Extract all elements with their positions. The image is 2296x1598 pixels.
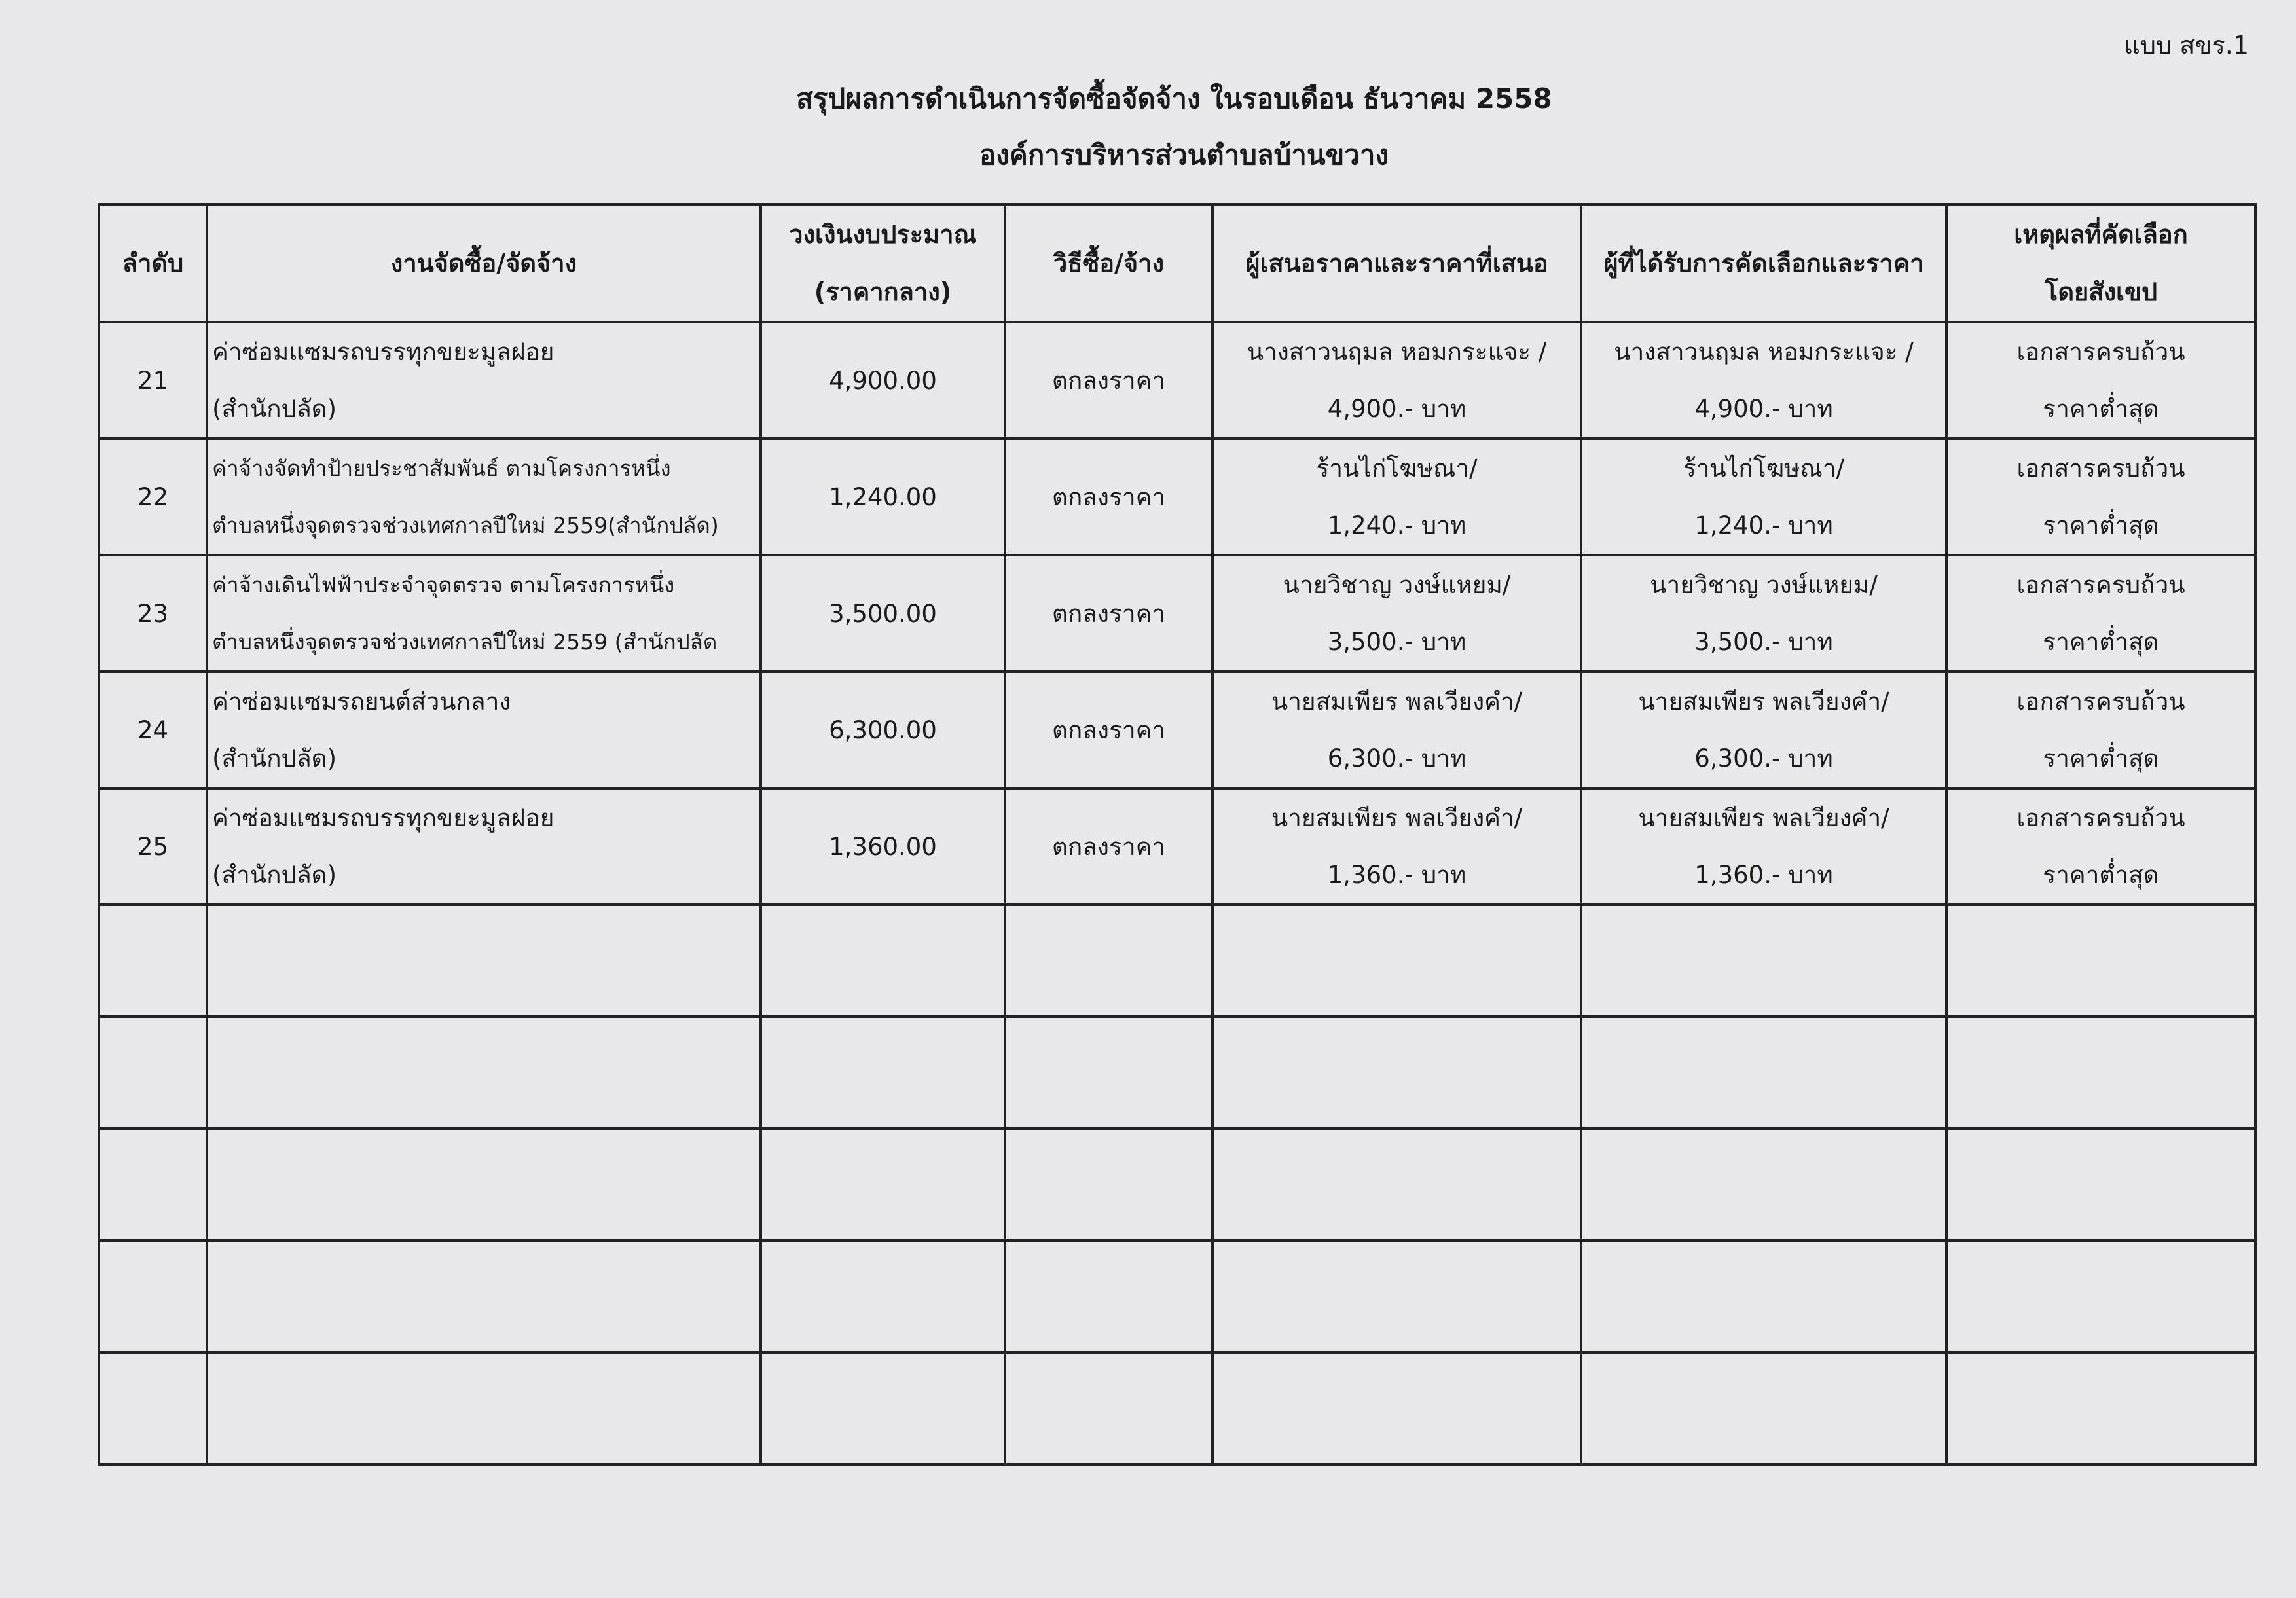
header-item: งานจัดซื้อ/จัดจ้าง: [207, 204, 761, 322]
bidder-name: นางสาวนฤมล หอมกระแจะ /: [1247, 338, 1547, 366]
cell-reason: [1946, 788, 2255, 905]
cell-bidder: [1212, 439, 1581, 555]
header-reason-line2: โดยสังเขป: [2044, 278, 2158, 306]
header-budget-line2: (ราคากลาง): [814, 278, 952, 306]
cell-reason: [1946, 555, 2255, 672]
item-line1: ค่าจ้างเดินไฟฟ้าประจำจุดตรวจ ตามโครงการหนึ่ง: [212, 572, 675, 598]
item-line2: (สำนักปลัด): [212, 861, 337, 889]
empty-cell: [1005, 1353, 1212, 1464]
item-line2: ตำบลหนึ่งจุดตรวจช่วงเทศกาลปีใหม่ 2559(สำนักปลัด): [212, 513, 719, 538]
empty-cell: [1005, 1129, 1212, 1241]
empty-cell: [1212, 1353, 1581, 1464]
cell-bidder: [1212, 672, 1581, 788]
empty-cell: [761, 1129, 1005, 1241]
row-no: 25: [137, 832, 169, 861]
cell-reason: [1946, 322, 2255, 439]
cell-bidder: [1212, 555, 1581, 672]
empty-cell: [1946, 1241, 2255, 1353]
empty-cell: [99, 1353, 207, 1464]
empty-cell: [761, 1241, 1005, 1353]
method-value: ตกลงราคา: [1051, 482, 1166, 511]
empty-table-row: [99, 1353, 2255, 1464]
table-body: [99, 322, 2255, 1464]
item-line1: ค่าซ่อมแซมรถบรรทุกขยะมูลฝอย: [212, 804, 555, 832]
cell-winner: [1581, 788, 1946, 905]
header-reason-line1: เหตุผลที่คัดเลือก: [2014, 220, 2188, 249]
cell-budget: [761, 555, 1005, 672]
form-code: แบบ สขร.1: [2124, 31, 2249, 60]
row-no: 21: [137, 366, 169, 395]
empty-cell: [761, 905, 1005, 1017]
bidder-name: นายสมเพียร พลเวียงคำ/: [1271, 687, 1523, 716]
cell-method: [1005, 672, 1212, 788]
winner-name: นายสมเพียร พลเวียงคำ/: [1638, 687, 1889, 716]
header-winner: ผู้ที่ได้รับการคัดเลือกและราคา: [1581, 204, 1946, 322]
cell-method: [1005, 788, 1212, 905]
cell-no: [99, 439, 207, 555]
budget-value: 1,240.00: [829, 482, 937, 511]
header-budget-line1: วงเงินงบประมาณ: [789, 220, 977, 249]
reason-line1: เอกสารครบถ้วน: [2016, 687, 2185, 716]
winner-name: นายสมเพียร พลเวียงคำ/: [1638, 804, 1889, 832]
winner-price: 1,360.- บาท: [1694, 861, 1833, 889]
empty-table-row: [99, 1241, 2255, 1353]
cell-item: [207, 788, 761, 905]
empty-cell: [99, 905, 207, 1017]
item-line2: (สำนักปลัด): [212, 744, 337, 772]
method-value: ตกลงราคา: [1051, 832, 1166, 861]
cell-item: [207, 555, 761, 672]
budget-value: 4,900.00: [829, 366, 937, 395]
document-title: สรุปผลการดำเนินการจัดซื้อจัดจ้าง ในรอบเดือน ธันวาคม 2558: [796, 82, 1552, 115]
header-reason: [1946, 204, 2255, 322]
cell-no: [99, 322, 207, 439]
header-method: วิธีซื้อ/จ้าง: [1005, 204, 1212, 322]
cell-method: [1005, 322, 1212, 439]
reason-line2: ราคาต่ำสุด: [2043, 395, 2159, 423]
empty-cell: [99, 1017, 207, 1129]
empty-cell: [207, 1129, 761, 1241]
table-row: [99, 555, 2255, 672]
winner-price: 4,900.- บาท: [1694, 395, 1833, 423]
empty-cell: [1005, 1241, 1212, 1353]
empty-cell: [99, 1129, 207, 1241]
table-row: [99, 788, 2255, 905]
item-line2: ตำบลหนึ่งจุดตรวจช่วงเทศกาลปีใหม่ 2559 (สำนักปลัด: [212, 629, 718, 655]
empty-cell: [761, 1353, 1005, 1464]
cell-no: [99, 788, 207, 905]
reason-line2: ราคาต่ำสุด: [2043, 861, 2159, 889]
bidder-price: 3,500.- บาท: [1327, 628, 1467, 656]
method-value: ตกลงราคา: [1051, 716, 1166, 744]
winner-price: 6,300.- บาท: [1694, 744, 1833, 772]
bidder-name: นายสมเพียร พลเวียงคำ/: [1271, 804, 1523, 832]
empty-cell: [1212, 1017, 1581, 1129]
empty-cell: [1581, 905, 1946, 1017]
empty-cell: [99, 1241, 207, 1353]
empty-cell: [1212, 905, 1581, 1017]
empty-cell: [1581, 1241, 1946, 1353]
empty-cell: [1946, 1017, 2255, 1129]
budget-value: 3,500.00: [829, 599, 937, 628]
empty-table-row: [99, 1017, 2255, 1129]
reason-line1: เอกสารครบถ้วน: [2016, 804, 2185, 832]
bidder-price: 1,240.- บาท: [1327, 511, 1467, 539]
empty-table-row: [99, 1129, 2255, 1241]
item-line1: ค่าจ้างจัดทำป้ายประชาสัมพันธ์ ตามโครงการหนึ่ง: [212, 456, 671, 481]
cell-budget: [761, 788, 1005, 905]
empty-cell: [1005, 905, 1212, 1017]
bidder-price: 6,300.- บาท: [1327, 744, 1467, 772]
cell-item: [207, 672, 761, 788]
budget-value: 6,300.00: [829, 716, 937, 744]
empty-cell: [207, 1017, 761, 1129]
winner-name: นางสาวนฤมล หอมกระแจะ /: [1614, 338, 1914, 366]
organization-name: องค์การบริหารส่วนตำบลบ้านขวาง: [979, 139, 1389, 171]
empty-cell: [207, 1353, 761, 1464]
cell-method: [1005, 439, 1212, 555]
cell-item: [207, 322, 761, 439]
header-bidders: ผู้เสนอราคาและราคาที่เสนอ: [1212, 204, 1581, 322]
bidder-price: 1,360.- บาท: [1327, 861, 1467, 889]
bidder-name: ร้านไก่โฆษณา/: [1316, 454, 1478, 482]
empty-cell: [1946, 905, 2255, 1017]
empty-cell: [761, 1017, 1005, 1129]
table-header-row: [99, 204, 2255, 322]
table-row: [99, 439, 2255, 555]
item-line1: ค่าซ่อมแซมรถบรรทุกขยะมูลฝอย: [212, 338, 555, 366]
reason-line1: เอกสารครบถ้วน: [2016, 454, 2185, 482]
method-value: ตกลงราคา: [1051, 366, 1166, 395]
bidder-price: 4,900.- บาท: [1327, 395, 1467, 423]
cell-no: [99, 672, 207, 788]
cell-reason: [1946, 439, 2255, 555]
reason-line2: ราคาต่ำสุด: [2043, 744, 2159, 772]
cell-no: [99, 555, 207, 672]
empty-cell: [1581, 1017, 1946, 1129]
cell-method: [1005, 555, 1212, 672]
empty-cell: [1581, 1353, 1946, 1464]
winner-price: 3,500.- บาท: [1694, 628, 1833, 656]
cell-budget: [761, 322, 1005, 439]
empty-cell: [1212, 1241, 1581, 1353]
cell-bidder: [1212, 322, 1581, 439]
winner-price: 1,240.- บาท: [1694, 511, 1833, 539]
reason-line2: ราคาต่ำสุด: [2043, 511, 2159, 539]
cell-item: [207, 439, 761, 555]
item-line1: ค่าซ่อมแซมรถยนต์ส่วนกลาง: [212, 687, 511, 716]
empty-cell: [1946, 1129, 2255, 1241]
header-budget: [761, 204, 1005, 322]
reason-line2: ราคาต่ำสุด: [2043, 628, 2159, 656]
empty-cell: [1005, 1017, 1212, 1129]
empty-cell: [1581, 1129, 1946, 1241]
empty-cell: [207, 905, 761, 1017]
row-no: 22: [137, 482, 169, 511]
cell-winner: [1581, 439, 1946, 555]
cell-budget: [761, 439, 1005, 555]
procurement-table: [98, 203, 2257, 1466]
empty-cell: [1946, 1353, 2255, 1464]
reason-line1: เอกสารครบถ้วน: [2016, 338, 2185, 366]
cell-reason: [1946, 672, 2255, 788]
empty-cell: [207, 1241, 761, 1353]
empty-table-row: [99, 905, 2255, 1017]
cell-bidder: [1212, 788, 1581, 905]
row-no: 24: [137, 716, 169, 744]
cell-winner: [1581, 555, 1946, 672]
table-row: [99, 672, 2255, 788]
empty-cell: [1212, 1129, 1581, 1241]
table-row: [99, 322, 2255, 439]
cell-winner: [1581, 322, 1946, 439]
item-line2: (สำนักปลัด): [212, 395, 337, 423]
budget-value: 1,360.00: [829, 832, 937, 861]
reason-line1: เอกสารครบถ้วน: [2016, 571, 2185, 599]
winner-name: นายวิชาญ วงษ์แหยม/: [1650, 571, 1878, 599]
row-no: 23: [137, 599, 169, 628]
cell-winner: [1581, 672, 1946, 788]
method-value: ตกลงราคา: [1051, 599, 1166, 628]
header-no: ลำดับ: [99, 204, 207, 322]
cell-budget: [761, 672, 1005, 788]
bidder-name: นายวิชาญ วงษ์แหยม/: [1283, 571, 1511, 599]
winner-name: ร้านไก่โฆษณา/: [1683, 454, 1845, 482]
